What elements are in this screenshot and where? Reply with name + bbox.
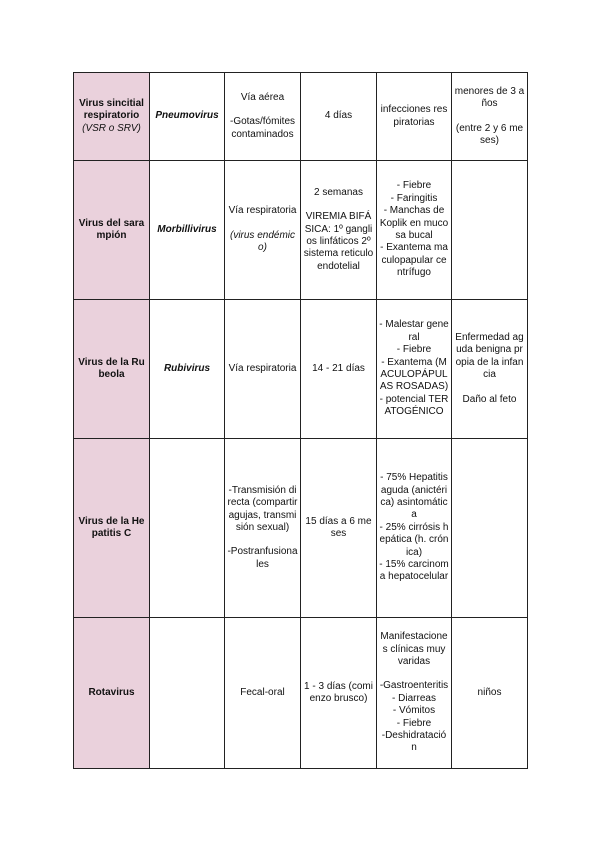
table-row bbox=[74, 439, 528, 618]
clinic-cell bbox=[377, 73, 452, 161]
transmission-cell bbox=[225, 618, 301, 769]
clinic-text: -Deshidratación bbox=[381, 730, 447, 754]
table-row bbox=[74, 161, 528, 300]
notes-text: Daño al feto bbox=[462, 393, 517, 405]
clinic-text: - Diarreas bbox=[392, 692, 436, 704]
virus-name-cell bbox=[74, 300, 150, 439]
transmission-cell bbox=[225, 73, 301, 161]
clinic-cell bbox=[377, 300, 452, 439]
transmission-text: Vía respiratoria bbox=[228, 205, 297, 217]
clinic-text: - Faringitis bbox=[390, 192, 438, 204]
clinic-text: - Fiebre bbox=[396, 344, 432, 356]
virus-name-cell bbox=[74, 161, 150, 300]
clinic-text: - Fiebre bbox=[396, 717, 432, 729]
clinic-text: - Exantema maculopapular centrífugo bbox=[380, 242, 448, 279]
clinic-cell bbox=[377, 618, 452, 769]
virus-alt-name: (VSR o SRV) bbox=[82, 122, 141, 134]
clinic-text: infecciones respiratorias bbox=[380, 104, 448, 128]
genus-name: Rubivirus bbox=[163, 362, 211, 374]
genus-cell bbox=[150, 161, 225, 300]
clinic-cell bbox=[377, 439, 452, 618]
incubation-text: 2 semanas bbox=[314, 186, 363, 198]
transmission-cell bbox=[225, 300, 301, 439]
incubation-cell bbox=[301, 161, 377, 300]
virus-name: Virus de la Rubeola bbox=[78, 356, 145, 380]
clinic-text: - Malestar general bbox=[379, 319, 449, 343]
clinic-text: - Manchas de Koplik en mucosa bucal bbox=[379, 205, 449, 241]
genus-cell bbox=[150, 439, 225, 618]
transmission-text: -Postranfusionales bbox=[227, 546, 298, 570]
clinic-text: - Exantema (MACULOPÁPULAS ROSADAS) bbox=[379, 356, 449, 393]
table-row bbox=[74, 73, 528, 161]
notes-cell bbox=[452, 618, 528, 769]
transmission-note: (virus endémico) bbox=[229, 229, 296, 254]
transmission-cell bbox=[225, 439, 301, 618]
virus-name: Rotavirus bbox=[88, 686, 135, 698]
notes-cell bbox=[452, 300, 528, 439]
incubation-text: 15 días a 6 meses bbox=[305, 515, 372, 539]
notes-text: Enfermedad aguda benigna propia de la infancia bbox=[455, 331, 524, 381]
genus-name: Morbillivirus bbox=[157, 223, 217, 235]
transmission-text: Fecal-oral bbox=[240, 686, 285, 698]
clinic-text: - 25% cirrósis hepática (h. crónica) bbox=[379, 521, 449, 558]
clinic-text: - 75% Hepatitis aguda (anictérica) asintomática bbox=[380, 472, 448, 521]
clinic-text: -Gastroenteritis bbox=[379, 680, 449, 692]
clinic-text: - 15% carcinoma hepatocelular bbox=[379, 559, 449, 583]
incubation-cell bbox=[301, 439, 377, 618]
virus-table bbox=[73, 72, 528, 769]
clinic-text: - Vómitos bbox=[392, 705, 436, 717]
genus-name: Pneumovirus bbox=[155, 110, 219, 122]
transmission-cell bbox=[225, 161, 301, 300]
incubation-cell bbox=[301, 618, 377, 769]
transmission-text: -Gotas/fómites contaminados bbox=[229, 116, 296, 140]
table-row bbox=[74, 618, 528, 769]
notes-cell bbox=[452, 161, 528, 300]
notes-text: (entre 2 y 6 meses) bbox=[455, 122, 524, 146]
transmission-text: Vía aérea bbox=[240, 91, 285, 103]
clinic-text: - potencial TERATOGÉNICO bbox=[379, 393, 449, 418]
notes-text: menores de 3 años bbox=[454, 85, 525, 110]
transmission-text: Vía respiratoria bbox=[228, 362, 297, 374]
genus-cell bbox=[150, 618, 225, 769]
genus-cell bbox=[150, 300, 225, 439]
virus-name-cell bbox=[74, 439, 150, 618]
incubation-text: 4 días bbox=[324, 110, 353, 122]
virus-name-cell bbox=[74, 73, 150, 161]
notes-cell bbox=[452, 73, 528, 161]
table-row bbox=[74, 300, 528, 439]
transmission-text: -Transmisión directa (compartir agujas, transmisión sexual) bbox=[227, 484, 298, 533]
clinic-cell bbox=[377, 161, 452, 300]
incubation-cell bbox=[301, 73, 377, 161]
notes-cell bbox=[452, 439, 528, 618]
virus-name-cell bbox=[74, 618, 150, 769]
incubation-text: 1 - 3 días (comienzo brusco) bbox=[304, 680, 373, 704]
virus-name: Virus del sarampión bbox=[78, 217, 145, 241]
incubation-text: VIREMIA BIFÁSICA: 1º ganglios linfáticos 2º sistema reticuloendotelial bbox=[303, 211, 374, 272]
notes-text: niños bbox=[477, 686, 502, 698]
clinic-text: Manifestaciones clínicas muy varidas bbox=[380, 631, 448, 667]
incubation-text: 14 - 21 días bbox=[312, 362, 365, 374]
genus-cell bbox=[150, 73, 225, 161]
incubation-cell bbox=[301, 300, 377, 439]
virus-name: Virus de la Hepatitis C bbox=[78, 515, 145, 539]
clinic-text: - Fiebre bbox=[396, 180, 432, 192]
virus-name: Virus sincitial respiratorio bbox=[79, 97, 144, 122]
